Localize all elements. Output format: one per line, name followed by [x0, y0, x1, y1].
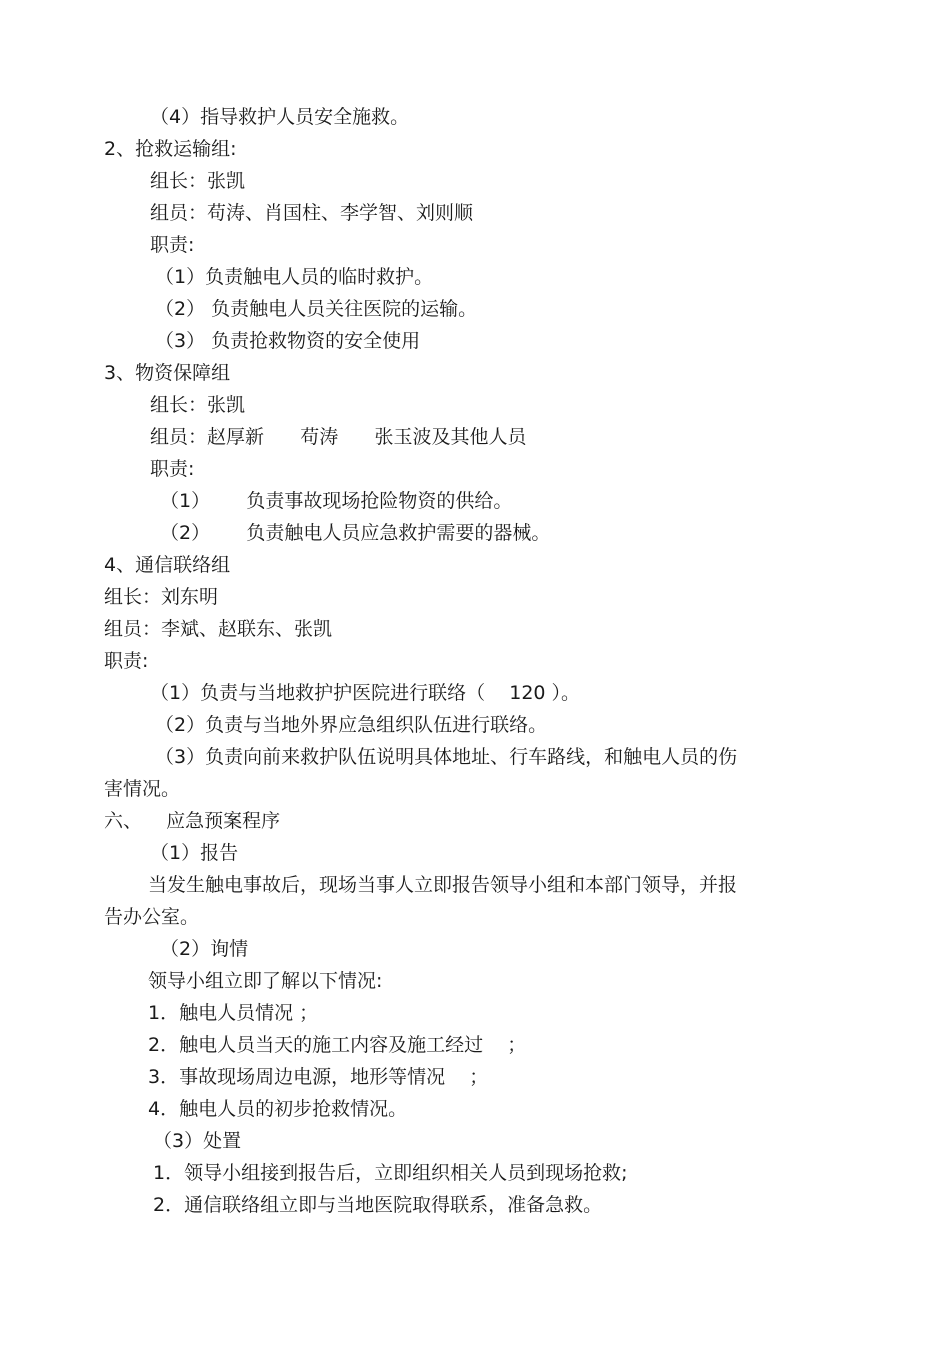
- procedure-step-report-heading: （1）报告: [150, 842, 239, 864]
- procedure-step-inquiry-heading: （2）询情: [160, 938, 249, 960]
- inquiry-intro: 领导小组立即了解以下情况:: [148, 970, 383, 992]
- communication-group-members: 组员：李斌、赵联东、张凯: [104, 618, 333, 640]
- material-duty-2: （2） 负责触电人员应急救护需要的器械。: [160, 522, 551, 544]
- section-emergency-procedure: 六、 应急预案程序: [104, 810, 281, 832]
- rescue-group-leader: 组长：张凯: [150, 170, 246, 192]
- rescue-group-members: 组员：苟涛、肖国柱、李学智、刘则顺: [150, 202, 474, 224]
- communication-duty-1: （1）负责与当地救护护医院进行联络（ 120 ）。: [150, 682, 581, 704]
- inquiry-item-2: 2．触电人员当天的施工内容及施工经过 ；: [148, 1034, 527, 1056]
- rescue-duty-2: （2） 负责触电人员关往医院的运输。: [155, 298, 478, 320]
- material-duty-1: （1） 负责事故现场抢险物资的供给。: [160, 490, 513, 512]
- procedure-step-handling-heading: （3）处置: [153, 1130, 242, 1152]
- handling-item-1: 1．领导小组接到报告后，立即组织相关人员到现场抢救;: [153, 1162, 628, 1184]
- material-group-members: 组员：赵厚新 苟涛 张玉波及其他人员: [150, 426, 527, 448]
- rescue-group-duties-heading: 职责:: [150, 234, 195, 256]
- duty-item-4-guide-rescue: （4）指导救护人员安全施救。: [150, 106, 410, 128]
- inquiry-item-3: 3．事故现场周边电源，地形等情况 ；: [148, 1066, 489, 1088]
- report-paragraph-continued: 告办公室。: [104, 906, 200, 928]
- communication-duty-3-continued: 害情况。: [104, 778, 181, 800]
- communication-duty-3: （3）负责向前来救护队伍说明具体地址、行车路线，和触电人员的伤: [155, 746, 738, 768]
- communication-group-leader: 组长：刘东明: [104, 586, 219, 608]
- material-group-leader: 组长：张凯: [150, 394, 246, 416]
- section-communication-group: 4、通信联络组: [104, 554, 231, 576]
- section-rescue-transport-group: 2、抢救运输组:: [104, 138, 237, 160]
- communication-group-duties-heading: 职责:: [104, 650, 149, 672]
- inquiry-item-4: 4．触电人员的初步抢救情况。: [148, 1098, 408, 1120]
- communication-duty-2: （2）负责与当地外界应急组织队伍进行联络。: [155, 714, 548, 736]
- material-group-duties-heading: 职责:: [150, 458, 195, 480]
- section-material-support-group: 3、物资保障组: [104, 362, 231, 384]
- handling-item-2: 2．通信联络组立即与当地医院取得联系，准备急救。: [153, 1194, 603, 1216]
- report-paragraph: 当发生触电事故后，现场当事人立即报告领导小组和本部门领导，并报: [148, 874, 738, 896]
- rescue-duty-1: （1）负责触电人员的临时救护。: [155, 266, 434, 288]
- rescue-duty-3: （3） 负责抢救物资的安全使用: [155, 330, 421, 352]
- inquiry-item-1: 1．触电人员情况 ；: [148, 1002, 319, 1024]
